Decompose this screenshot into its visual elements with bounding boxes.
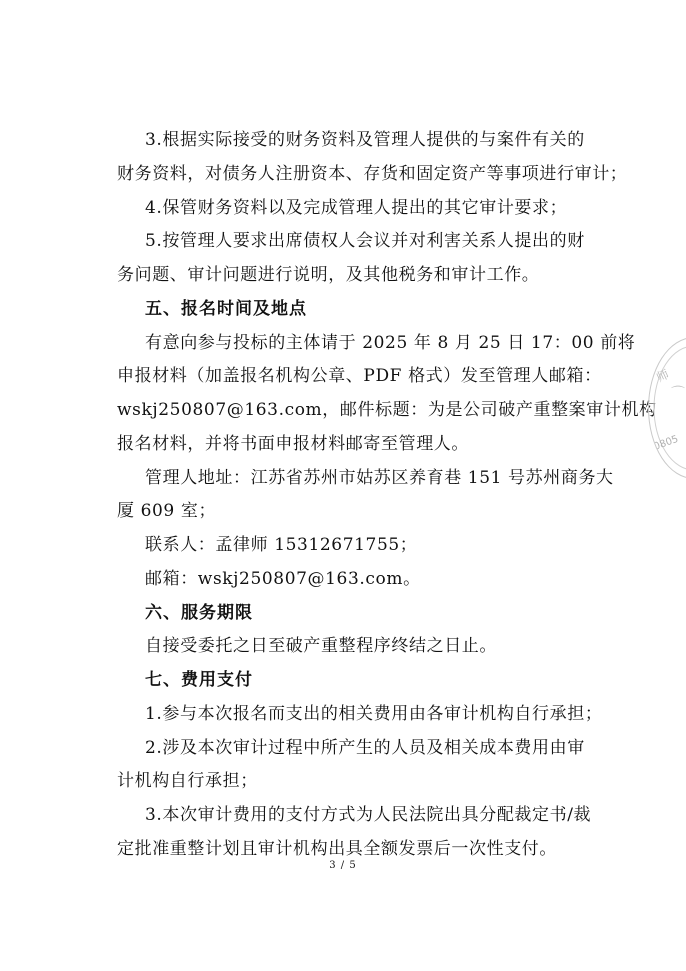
fee-item-1: 1.参与本次报名而支出的相关费用由各审计机构自行承担；: [145, 704, 603, 724]
address-line-2: 厦 609 室；: [117, 501, 217, 521]
address-line-1: 管理人地址：江苏省苏州市姑苏区养育巷 151 号苏州商务大: [145, 468, 614, 488]
fee-item-2-line-1: 2.涉及本次审计过程中所产生的人员及相关成本费用由审: [145, 738, 585, 758]
contact-email: 邮箱：wskj250807@163.com。: [145, 569, 421, 589]
fee-item-3-line-1: 3.本次审计费用的支付方式为人民法院出具分配裁定书/裁: [145, 805, 592, 825]
seal-number: 0805: [652, 433, 680, 453]
item-3-line-2: 财务资料，对债务人注册资本、存货和固定资产等事项进行审计；: [117, 164, 628, 184]
official-seal-partial: [648, 337, 686, 479]
item-3-line-1: 3.根据实际接受的财务资料及管理人提供的与案件有关的: [145, 130, 585, 150]
registration-line-1: 有意向参与投标的主体请于 2025 年 8 月 25 日 17：00 前将: [145, 333, 636, 353]
item-5-line-2: 务问题、审计问题进行说明，及其他税务和审计工作。: [117, 265, 540, 285]
contact-person: 联系人：孟律师 15312671755；: [145, 535, 418, 555]
item-5-line-1: 5.按管理人要求出席债权人会议并对利害关系人提出的财: [145, 231, 585, 251]
registration-line-3: wskj250807@163.com，邮件标题：为是公司破产重整案审计机构: [117, 400, 657, 420]
registration-line-4: 报名材料，并将书面申报材料邮寄至管理人。: [117, 434, 469, 454]
svg-text:师: 师: [654, 366, 672, 385]
section-5-title: 五、报名时间及地点: [145, 299, 307, 319]
svg-text:⌒: ⌒: [671, 386, 685, 402]
item-4: 4.保管财务资料以及完成管理人提出的其它审计要求；: [145, 198, 568, 218]
registration-line-2: 申报材料（加盖报名机构公章、PDF 格式）发至管理人邮箱：: [117, 366, 602, 386]
fee-item-3-line-2: 定批准重整计划且审计机构出具全额发票后一次性支付。: [117, 839, 557, 859]
service-term: 自接受委托之日至破产重整程序终结之日止。: [145, 636, 497, 656]
page-number: 3 / 5: [329, 860, 357, 871]
section-6-title: 六、服务期限: [145, 603, 253, 623]
section-7-title: 七、费用支付: [145, 670, 253, 690]
seal-mark: [649, 338, 686, 478]
fee-item-2-line-2: 计机构自行承担；: [117, 771, 258, 791]
